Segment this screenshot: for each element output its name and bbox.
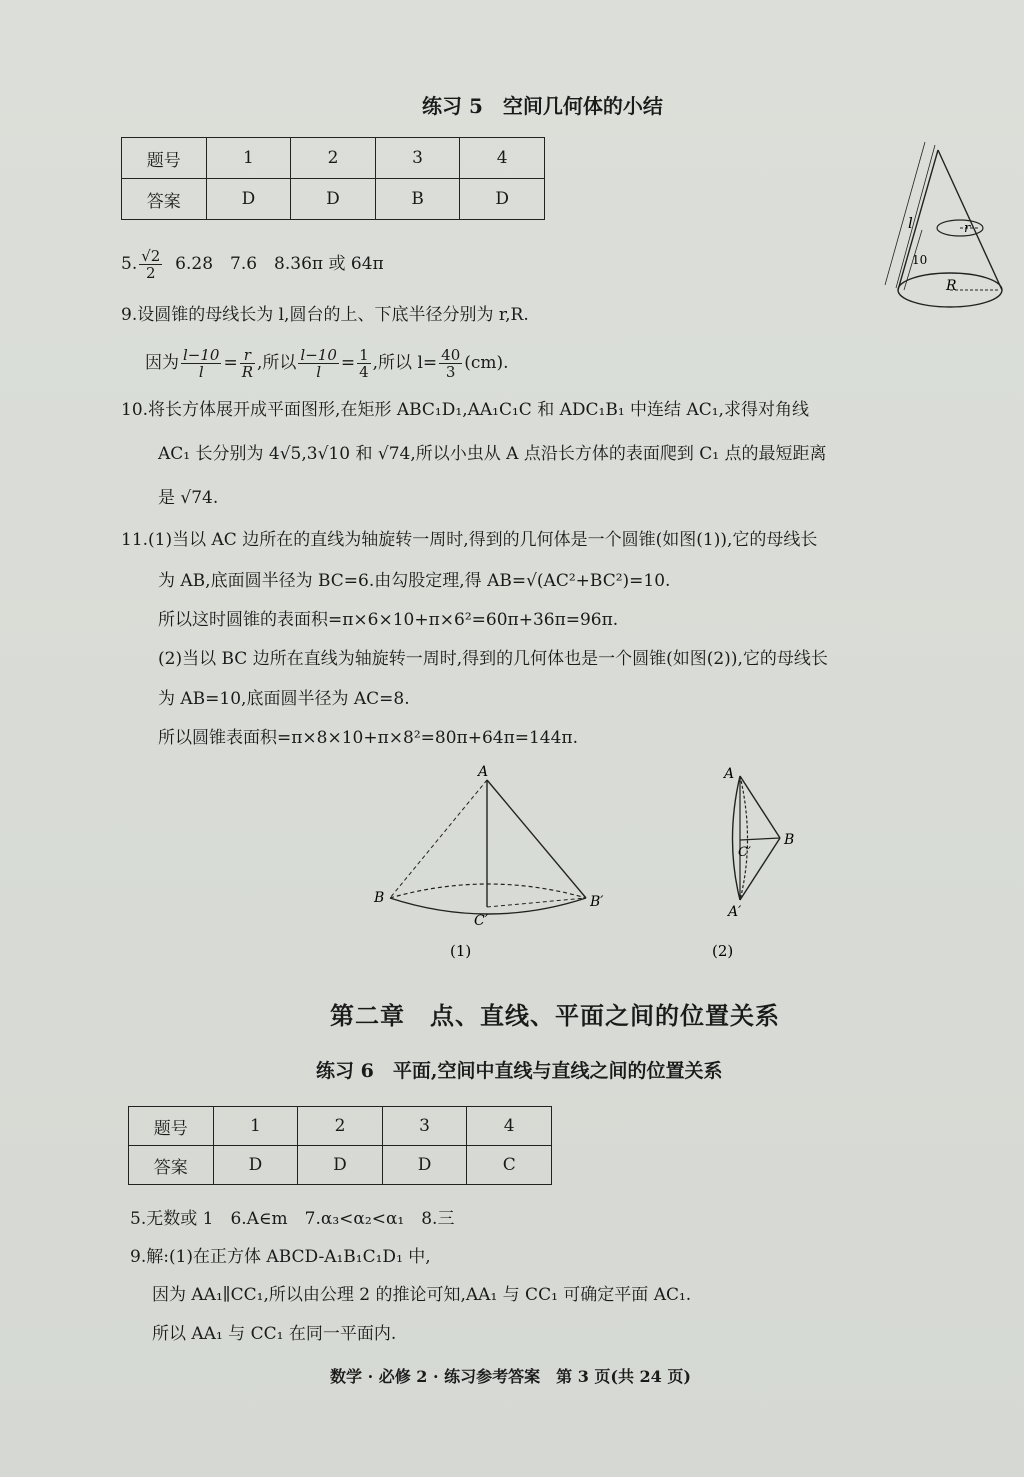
ex5-q10-line1: 10.将长方体展开成平面图形,在矩形 ABC₁D₁,AA₁C₁C 和 ADC₁B₁ 中连结 AC₁,求得对角线 xyxy=(121,400,809,420)
fraction xyxy=(357,347,371,380)
exercise-6-answer-table xyxy=(128,1106,552,1185)
ex5-q10-line3: 是 √74. xyxy=(158,488,219,508)
fraction xyxy=(139,248,162,281)
fig1-caption: (1) xyxy=(450,942,472,960)
frustum-label-l: l xyxy=(908,214,913,232)
table-row xyxy=(122,138,545,179)
denominator: 4 xyxy=(359,363,369,381)
table-cell: D xyxy=(382,1146,467,1185)
table-cell: 3 xyxy=(375,138,460,179)
table-row xyxy=(122,179,545,220)
q5-label: 5. xyxy=(121,254,138,274)
text: ,所以 xyxy=(257,353,297,373)
table-cell: 题号 xyxy=(129,1107,214,1146)
page-footer: 数学 · 必修 2 · 练习参考答案 第 3 页(共 24 页) xyxy=(330,1367,691,1386)
fraction xyxy=(240,347,255,380)
table-cell: 1 xyxy=(206,138,291,179)
table-cell: 4 xyxy=(467,1107,552,1146)
fig2-caption: (2) xyxy=(712,942,734,960)
table-cell: 题号 xyxy=(122,138,207,179)
table-cell: 1 xyxy=(213,1107,298,1146)
frustum-label-10: 10 xyxy=(912,253,928,267)
fig2-label-A2: A′ xyxy=(728,904,742,920)
fig2-label-A: A xyxy=(724,766,735,782)
fig2-label-C2: C′ xyxy=(738,845,751,860)
numerator: √2 xyxy=(141,247,161,265)
frustum-figure xyxy=(880,140,1010,330)
text: 因为 xyxy=(145,353,179,373)
table-cell: D xyxy=(460,179,545,220)
fraction xyxy=(298,347,338,380)
ex6-q9-line2: 因为 AA₁∥CC₁,所以由公理 2 的推论可知,AA₁ 与 CC₁ 可确定平面 AC₁. xyxy=(152,1285,692,1305)
ex6-q9-line1: 9.解:(1)在正方体 ABCD-A₁B₁C₁D₁ 中, xyxy=(130,1247,431,1267)
ex5-q11-line6: 所以圆锥表面积=π×8×10+π×8²=80π+64π=144π. xyxy=(158,728,579,748)
denominator: l xyxy=(316,363,322,381)
numerator: l−10 xyxy=(183,346,220,364)
exercise-5-answer-table xyxy=(121,137,545,220)
ex5-q11-line2: 为 AB,底面圆半径为 BC=6.由勾股定理,得 AB=√(AC²+BC²)=10. xyxy=(158,571,671,591)
numerator: 40 xyxy=(441,346,461,364)
text: = xyxy=(340,353,356,373)
q5-rest: 6.28 7.6 8.36π 或 64π xyxy=(175,254,384,274)
frustum-label-R: R xyxy=(946,278,957,294)
fig1-label-A: A xyxy=(478,764,489,780)
fig1-label-B2: B′ xyxy=(590,894,604,910)
ex5-q11-line5: 为 AB=10,底面圆半径为 AC=8. xyxy=(158,689,410,709)
cone-figure-2 xyxy=(700,760,820,960)
table-row xyxy=(129,1107,552,1146)
denominator: l xyxy=(198,363,204,381)
denominator: 3 xyxy=(445,363,456,381)
denominator: R xyxy=(241,363,253,381)
numerator: r xyxy=(240,347,255,364)
text: = xyxy=(223,353,238,373)
text: (cm). xyxy=(464,353,509,373)
text: ,所以 l= xyxy=(372,353,438,373)
cone-figure-1 xyxy=(370,760,610,960)
ex5-q11-line1: 11.(1)当以 AC 边所在的直线为轴旋转一周时,得到的几何体是一个圆锥(如图(1)),它的母线长 xyxy=(121,530,818,550)
ex5-q9-line1: 9.设圆锥的母线长为 l,圆台的上、下底半径分别为 r,R. xyxy=(121,305,529,325)
fig2-label-B: B xyxy=(784,832,795,848)
ex5-q10-line2: AC₁ 长分别为 4√5,3√10 和 √74,所以小虫从 A 点沿长方体的表面爬到 C₁ 点的最短距离 xyxy=(158,444,827,464)
exercise-6-title: 练习 6 平面,空间中直线与直线之间的位置关系 xyxy=(316,1060,723,1082)
fig1-label-C2: C′ xyxy=(474,913,488,929)
numerator: l−10 xyxy=(300,346,337,364)
table-cell: D xyxy=(206,179,291,220)
ex5-q5 xyxy=(121,248,384,281)
frustum-label-r: r xyxy=(964,221,971,236)
table-cell: 2 xyxy=(291,138,376,179)
fraction xyxy=(181,347,221,380)
ex5-q9-line2 xyxy=(145,347,509,380)
fig1-label-B: B xyxy=(374,890,385,906)
exercise-5-title: 练习 5 空间几何体的小结 xyxy=(422,94,663,118)
ex6-q5-8: 5.无数或 1 6.A∈m 7.α₃<α₂<α₁ 8.三 xyxy=(130,1209,455,1229)
table-cell: 4 xyxy=(460,138,545,179)
ex5-q11-line3: 所以这时圆锥的表面积=π×6×10+π×6²=60π+36π=96π. xyxy=(158,610,619,630)
table-cell: C xyxy=(467,1146,552,1185)
table-cell: D xyxy=(291,179,376,220)
table-cell: 答案 xyxy=(129,1146,214,1185)
table-cell: 答案 xyxy=(122,179,207,220)
numerator: 1 xyxy=(359,346,369,364)
table-row xyxy=(129,1146,552,1185)
table-cell: D xyxy=(298,1146,383,1185)
ex5-q11-line4: (2)当以 BC 边所在直线为轴旋转一周时,得到的几何体也是一个圆锥(如图(2)),它的母线长 xyxy=(158,649,828,669)
table-cell: B xyxy=(375,179,460,220)
table-cell: 3 xyxy=(382,1107,467,1146)
denominator: 2 xyxy=(146,264,156,282)
table-cell: D xyxy=(213,1146,298,1185)
fraction xyxy=(439,347,462,380)
chapter-2-title: 第二章 点、直线、平面之间的位置关系 xyxy=(330,1001,780,1030)
table-cell: 2 xyxy=(298,1107,383,1146)
ex6-q9-line3: 所以 AA₁ 与 CC₁ 在同一平面内. xyxy=(152,1324,397,1344)
